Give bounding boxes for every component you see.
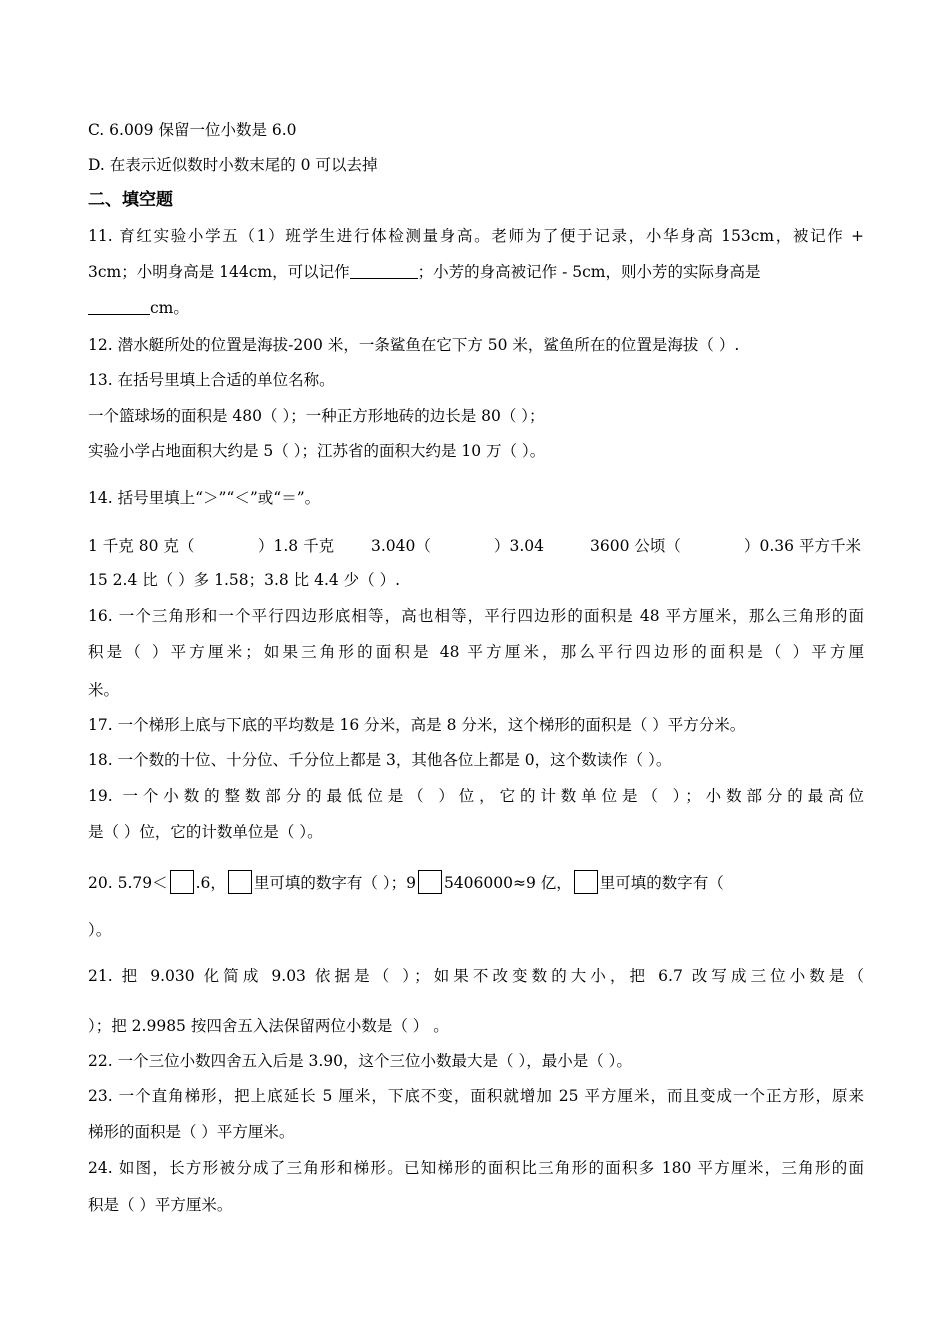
question-11-line-3 (88, 298, 864, 318)
question-20-text-c: 里可填的数字有（ ）；9 (253, 874, 416, 892)
blank-box (170, 870, 194, 894)
question-11-line-2 (88, 262, 864, 282)
blank-box (418, 870, 442, 894)
option-d: D. 在表示近似数时小数末尾的 0 可以去掉 (88, 156, 378, 174)
question-11-text-a: 3cm；小明身高是 144cm，可以记作 (88, 263, 350, 281)
question-20-text-b: .6， (195, 874, 226, 892)
question-16-line-2: 积是（ ）平方厘米；如果三角形的面积是 48 平方厘米，那么平行四边形的面积是（ ）平方厘 (88, 643, 864, 661)
compare-2-left: 3.040（ (371, 537, 431, 555)
question-11-line-1: 11. 育红实验小学五（1）班学生进行体检测量身高。老师为了便于记录，小华身高 153cm，被记作 + (88, 227, 864, 245)
question-19-line-1: 19. 一个小数的整数部分的最低位是（ ）位，它的计数单位是（ ）；小数部分的最高位 (88, 787, 864, 805)
compare-1-right: ）1.8 千克 (258, 537, 335, 555)
question-11-text-b: ；小芳的身高被记作 - 5cm，则小芳的实际身高是 (417, 263, 761, 281)
option-c: C. 6.009 保留一位小数是 6.0 (88, 121, 297, 139)
question-21-line-2: ）；把 2.9985 按四舍五入法保留两位小数是（ ） 。 (88, 1017, 449, 1035)
blank-box (574, 870, 598, 894)
question-12: 12. 潜水艇所处的位置是海拔-200 米，一条鲨鱼在它下方 50 米，鲨鱼所在的位置是海拔（ ）. (88, 336, 740, 354)
question-23-line-2: 梯形的面积是（ ）平方厘米。 (88, 1123, 295, 1141)
question-24-line-2: 积是（ ）平方厘米。 (88, 1196, 233, 1214)
question-21-line-1: 21. 把 9.030 化简成 9.03 依据是（ ）；如果不改变数的大小，把 6.7 改写成三位小数是（ (88, 967, 864, 985)
question-13: 13. 在括号里填上合适的单位名称。 (88, 371, 335, 389)
question-16-line-1: 16. 一个三角形和一个平行四边形底相等，高也相等，平行四边形的面积是 48 平方厘米，那么三角形的面 (88, 607, 864, 625)
question-11-text-c: cm。 (150, 299, 189, 317)
compare-1-left: 1 千克 80 克（ (88, 537, 195, 555)
section-heading: 二、填空题 (88, 190, 173, 210)
question-19-line-2: 是（ ）位，它的计数单位是（ ）。 (88, 823, 323, 841)
compare-3-right: ）0.36 平方千米 (744, 537, 861, 555)
question-20-text-e: 里可填的数字有（ (599, 874, 724, 892)
question-13-line-2: 实验小学占地面积大约是 5（ ）；江苏省的面积大约是 10 万（ ）。 (88, 442, 546, 460)
question-14-row (88, 536, 864, 556)
question-20-text-a: 20. 5.79＜ (88, 874, 168, 892)
question-20-line-1 (88, 870, 870, 894)
answer-blank (88, 298, 150, 315)
question-15: 15 2.4 比（ ）多 1.58；3.8 比 4.4 少（ ）. (88, 571, 401, 589)
compare-3-left: 3600 公顷（ (590, 537, 681, 555)
question-18: 18. 一个数的十位、十分位、千分位上都是 3，其他各位上都是 0，这个数读作（ ）。 (88, 751, 672, 769)
question-13-line-1: 一个篮球场的面积是 480（ ）；一种正方形地砖的边长是 80（ ）； (88, 407, 545, 425)
question-14: 14. 括号里填上“＞”“＜”或“＝”。 (88, 489, 321, 507)
blank-box (228, 870, 252, 894)
question-20-line-2: ）。 (88, 921, 112, 939)
question-20-text-d: 5406000≈9 亿， (443, 874, 572, 892)
answer-blank (350, 262, 418, 279)
question-24-line-1: 24. 如图，长方形被分成了三角形和梯形。已知梯形的面积比三角形的面积多 180 平方厘米，三角形的面 (88, 1159, 864, 1177)
question-22: 22. 一个三位小数四舍五入后是 3.90，这个三位小数最大是（ ），最小是（ ）。 (88, 1052, 632, 1070)
question-23-line-1: 23. 一个直角梯形，把上底延长 5 厘米，下底不变，面积就增加 25 平方厘米，而且变成一个正方形，原来 (88, 1087, 864, 1105)
question-17: 17. 一个梯形上底与下底的平均数是 16 分米，高是 8 分米，这个梯形的面积是（ ）平方分米。 (88, 716, 746, 734)
compare-2-right: ）3.04 (494, 537, 545, 555)
question-16-line-3: 米。 (88, 681, 120, 699)
